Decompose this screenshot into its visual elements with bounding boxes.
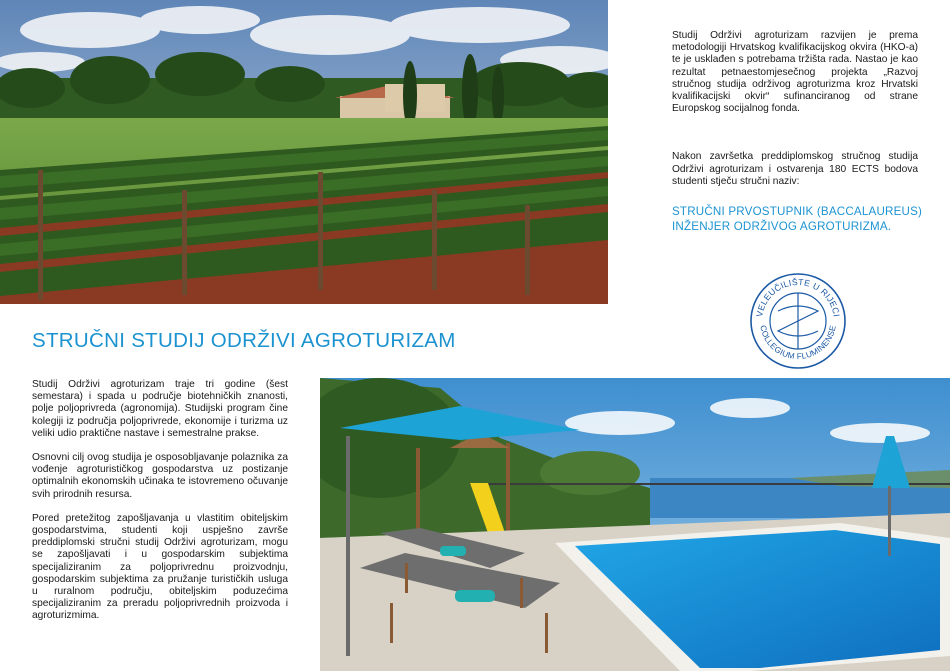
qualification-line-1: STRUČNI PRVOSTUPNIK (BACCALAUREUS) bbox=[672, 205, 923, 218]
qualification-line-2: INŽENJER ODRŽIVOG AGROTURIZMA. bbox=[672, 220, 892, 233]
intro-paragraph: Studij Održivi agroturizam razvijen je prema metodologiji Hrvatskog kvalifikacijskog okvira (HKO-a) te je usklađen s potrebama tržišta rada. Nastao je kao rezultat petnaestomjesečnog projekta „Razvoj stručnog studija održivog agroturizma kroz Hrvatski kvalifikacijski okvir“ sufinanciranog od strane Europskog socijalnog fonda. bbox=[672, 30, 918, 115]
page-heading: STRUČNI STUDIJ ODRŽIVI AGROTURIZAM bbox=[32, 329, 456, 352]
svg-text:COLLEGIUM FLUMINENSE: COLLEGIUM FLUMINENSE bbox=[758, 324, 838, 362]
description-text-block bbox=[32, 379, 288, 635]
degree-paragraph: Nakon završetka preddiplomskog stručnog studija Održivi agroturizam i ostvarenja 180 ECTS bodova studenti stječu stručni naziv: bbox=[672, 151, 918, 187]
svg-text:VELEUČILIŠTE U RIJECI: VELEUČILIŠTE U RIJECI bbox=[754, 276, 842, 318]
university-seal-logo bbox=[748, 271, 848, 371]
pool-photo bbox=[320, 378, 950, 671]
vineyard-photo bbox=[0, 0, 608, 304]
description-paragraph-3: Pored pretežitog zapošljavanja u vlastitim obiteljskim gospodarstvima, studenti koji uspješno završe preddiplomski stručni studij Održivi agroturizam, mogu se zapošljavati i u gospodarskim subjektima specijaliziranim za poljoprivrednu proizvodnju, gospodarskim subjektima za pružanje turističkih usluga u ruralnom području, obiteljskim poduzećima specijaliziranim za preradu poljoprivrednih proizvoda i agroturizmima. bbox=[32, 512, 288, 622]
description-paragraph-2: Osnovni cilj ovog studija je osposobljavanje polaznika za vođenje agroturističkog gospodarstva uz postizanje optimalnih ekonomskih učinaka te istovremeno očuvanje svih prirodnih resursa. bbox=[32, 452, 288, 500]
description-paragraph-1: Studij Održivi agroturizam traje tri godine (šest semestara) i spada u područje biotehničkih znanosti, polje poljoprivreda (agronomija). Studijski program čine kolegiji iz područja poljoprivrede, ekonomije i turizma uz veliki udio praktične nastave i semestralne prakse. bbox=[32, 379, 288, 439]
qualification-title bbox=[672, 204, 932, 234]
intro-text-block bbox=[672, 30, 918, 202]
